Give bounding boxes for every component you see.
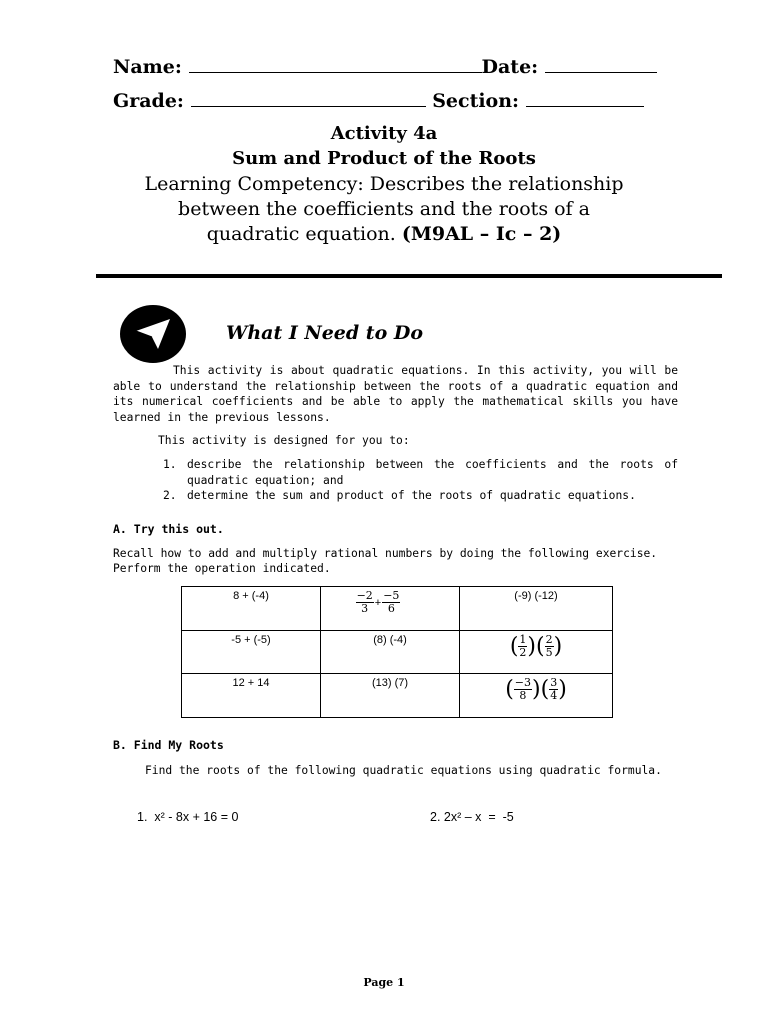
competency-code: (M9AL – Ic – 2): [401, 223, 562, 245]
grade-field[interactable]: [191, 90, 426, 107]
part-a-label: A. Try this out.: [113, 522, 224, 536]
fraction: $\frac{-5}{6}$: [383, 589, 400, 615]
part-b-instruction: Find the roots of the following quadratic equations using quadratic formula.: [145, 764, 662, 777]
table-cell: -5 + (-5): [182, 631, 321, 674]
table-row: [182, 674, 613, 718]
part-a-instruction-2: Perform the operation indicated.: [113, 562, 331, 575]
fraction: $\frac{-2}{3}$: [356, 589, 373, 615]
name-field[interactable]: [189, 56, 482, 73]
table-cell: ( $\frac{1}{2}$ ) ( $\frac{2}{5}$ ): [460, 631, 613, 674]
date-field[interactable]: [545, 56, 657, 73]
list-item: 1. describe the relationship between the coefficients and the roots of quadratic equation; and: [163, 458, 678, 487]
part-b-label: B. Find My Roots: [113, 738, 224, 752]
fraction: $\frac{3}{4}$: [550, 676, 558, 702]
fraction: $\frac{1}{2}$: [519, 633, 527, 659]
section-label: Section:: [432, 90, 520, 112]
section-field[interactable]: [526, 90, 644, 107]
list-item: 2. determine the sum and product of the roots of quadratic equations.: [163, 489, 636, 502]
name-row: [113, 56, 657, 78]
activity-title: Activity 4a: [330, 123, 438, 144]
intro-paragraph: This activity is about quadratic equations. In this activity, you will be able to understand the relationship between the roots of a quadratic equation and its numerical coefficients and be able to apply the mathematical skills you have learned in the previous lessons.: [113, 364, 678, 424]
table-cell: 8 + (-4): [182, 587, 321, 631]
activity-subtitle: Sum and Product of the Roots: [232, 148, 536, 169]
grade-row: [113, 90, 644, 112]
table-cell: ( $\frac{-3}{8}$ ) ( $\frac{3}{4}$ ): [460, 674, 613, 718]
competency-text: quadratic equation.: [206, 223, 396, 245]
table-row: [182, 587, 613, 631]
competency-line-2: between the coefficients and the roots of a: [178, 198, 590, 220]
section-heading: What I Need to Do: [226, 322, 424, 344]
fraction: $\frac{-3}{8}$: [514, 676, 532, 702]
table-cell: (8) (-4): [321, 631, 460, 674]
date-label: Date:: [481, 56, 539, 78]
part-a-instruction-1: Recall how to add and multiply rational numbers by doing the following exercise.: [113, 547, 658, 560]
designed-for-text: This activity is designed for you to:: [158, 434, 410, 447]
objectives-list: [163, 457, 678, 504]
table-row: [182, 631, 613, 674]
horizontal-divider: [96, 274, 722, 278]
table-cell: $\frac{-2}{3}$ + $\frac{-5}{6}$: [321, 587, 460, 631]
grade-label: Grade:: [113, 90, 184, 112]
table-cell: 12 + 14: [182, 674, 321, 718]
competency-line-1: Learning Competency: Describes the relationship: [144, 173, 624, 195]
exercise-table: [181, 586, 613, 718]
table-cell: (-9) (-12): [460, 587, 613, 631]
fraction: $\frac{2}{5}$: [545, 633, 553, 659]
competency-line-3: [0, 222, 768, 247]
equation-1: 1. x² - 8x + 16 = 0: [137, 810, 239, 824]
page-number: Page 1: [363, 976, 405, 989]
name-label: Name:: [113, 56, 182, 78]
table-cell: (13) (7): [321, 674, 460, 718]
paper-plane-icon: [120, 305, 186, 363]
equation-2: 2. 2x² – x = -5: [430, 810, 514, 824]
